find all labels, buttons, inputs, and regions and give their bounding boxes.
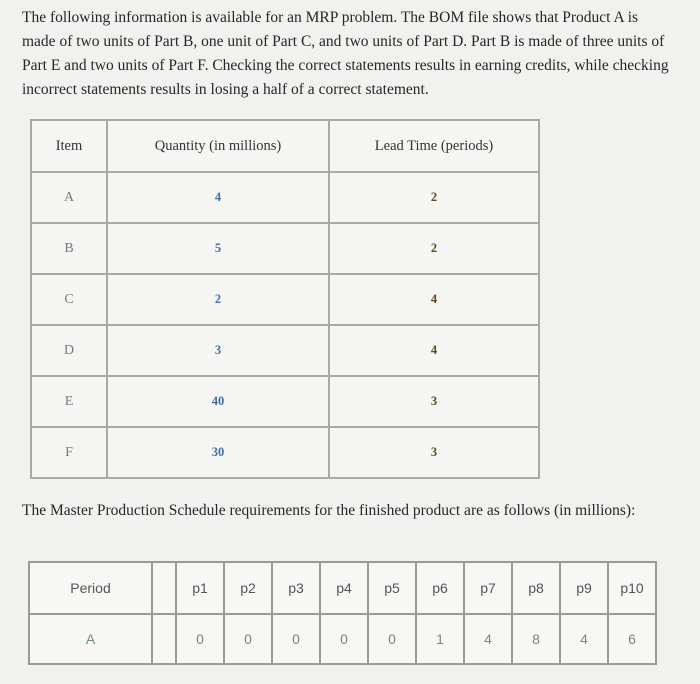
bom-quantity: 3 (107, 325, 329, 376)
bom-quantity: 4 (107, 172, 329, 223)
bom-row (31, 172, 539, 223)
mps-period: p4 (320, 562, 368, 614)
mps-value: 0 (176, 614, 224, 664)
bom-item: A (31, 172, 107, 223)
mps-value: 0 (320, 614, 368, 664)
bom-lead-time: 4 (329, 325, 539, 376)
mps-period: p7 (464, 562, 512, 614)
mps-period: p1 (176, 562, 224, 614)
mps-header-row (29, 562, 656, 614)
bom-header-lead-time: Lead Time (periods) (329, 120, 539, 172)
mps-period: p6 (416, 562, 464, 614)
mps-spacer-cell (152, 614, 176, 664)
bom-item: D (31, 325, 107, 376)
bom-item: B (31, 223, 107, 274)
mps-table (28, 561, 657, 665)
mps-period: p2 (224, 562, 272, 614)
mps-row-a (29, 614, 656, 664)
mps-value: 0 (272, 614, 320, 664)
bom-row (31, 376, 539, 427)
bom-row (31, 325, 539, 376)
mps-paragraph: The Master Production Schedule requirements for the finished product are as follows (in millions): (22, 502, 636, 519)
mps-row-label: A (29, 614, 152, 664)
bom-lead-time: 3 (329, 427, 539, 478)
bom-row (31, 427, 539, 478)
mps-value: 0 (224, 614, 272, 664)
bom-header-item: Item (31, 120, 107, 172)
mps-value: 0 (368, 614, 416, 664)
bom-header-row (31, 120, 539, 172)
mps-value: 4 (560, 614, 608, 664)
mps-period: p3 (272, 562, 320, 614)
intro-paragraph: The following information is available for an MRP problem. The BOM file shows that Product A is made of two units of Part B, one unit of Part C, and two units of Part D. Part B is made of three units of Part E and two units of Part F. Checking the correct statements results in earning credits, while checking incorrect statements results in losing a half of a correct statement. (22, 9, 669, 98)
bom-item: C (31, 274, 107, 325)
bom-lead-time: 2 (329, 172, 539, 223)
bom-header-quantity: Quantity (in millions) (107, 120, 329, 172)
bom-quantity: 40 (107, 376, 329, 427)
mps-period-label: Period (29, 562, 152, 614)
bom-table (30, 119, 540, 479)
bom-row (31, 274, 539, 325)
bom-lead-time: 4 (329, 274, 539, 325)
bom-item: F (31, 427, 107, 478)
bom-row (31, 223, 539, 274)
mps-value: 6 (608, 614, 656, 664)
bom-quantity: 30 (107, 427, 329, 478)
bom-quantity: 5 (107, 223, 329, 274)
bom-quantity: 2 (107, 274, 329, 325)
mps-period: p9 (560, 562, 608, 614)
mps-period: p10 (608, 562, 656, 614)
bom-item: E (31, 376, 107, 427)
mps-spacer-cell (152, 562, 176, 614)
mps-value: 8 (512, 614, 560, 664)
mps-period: p5 (368, 562, 416, 614)
mps-value: 1 (416, 614, 464, 664)
mps-period: p8 (512, 562, 560, 614)
bom-lead-time: 2 (329, 223, 539, 274)
mps-value: 4 (464, 614, 512, 664)
bom-lead-time: 3 (329, 376, 539, 427)
